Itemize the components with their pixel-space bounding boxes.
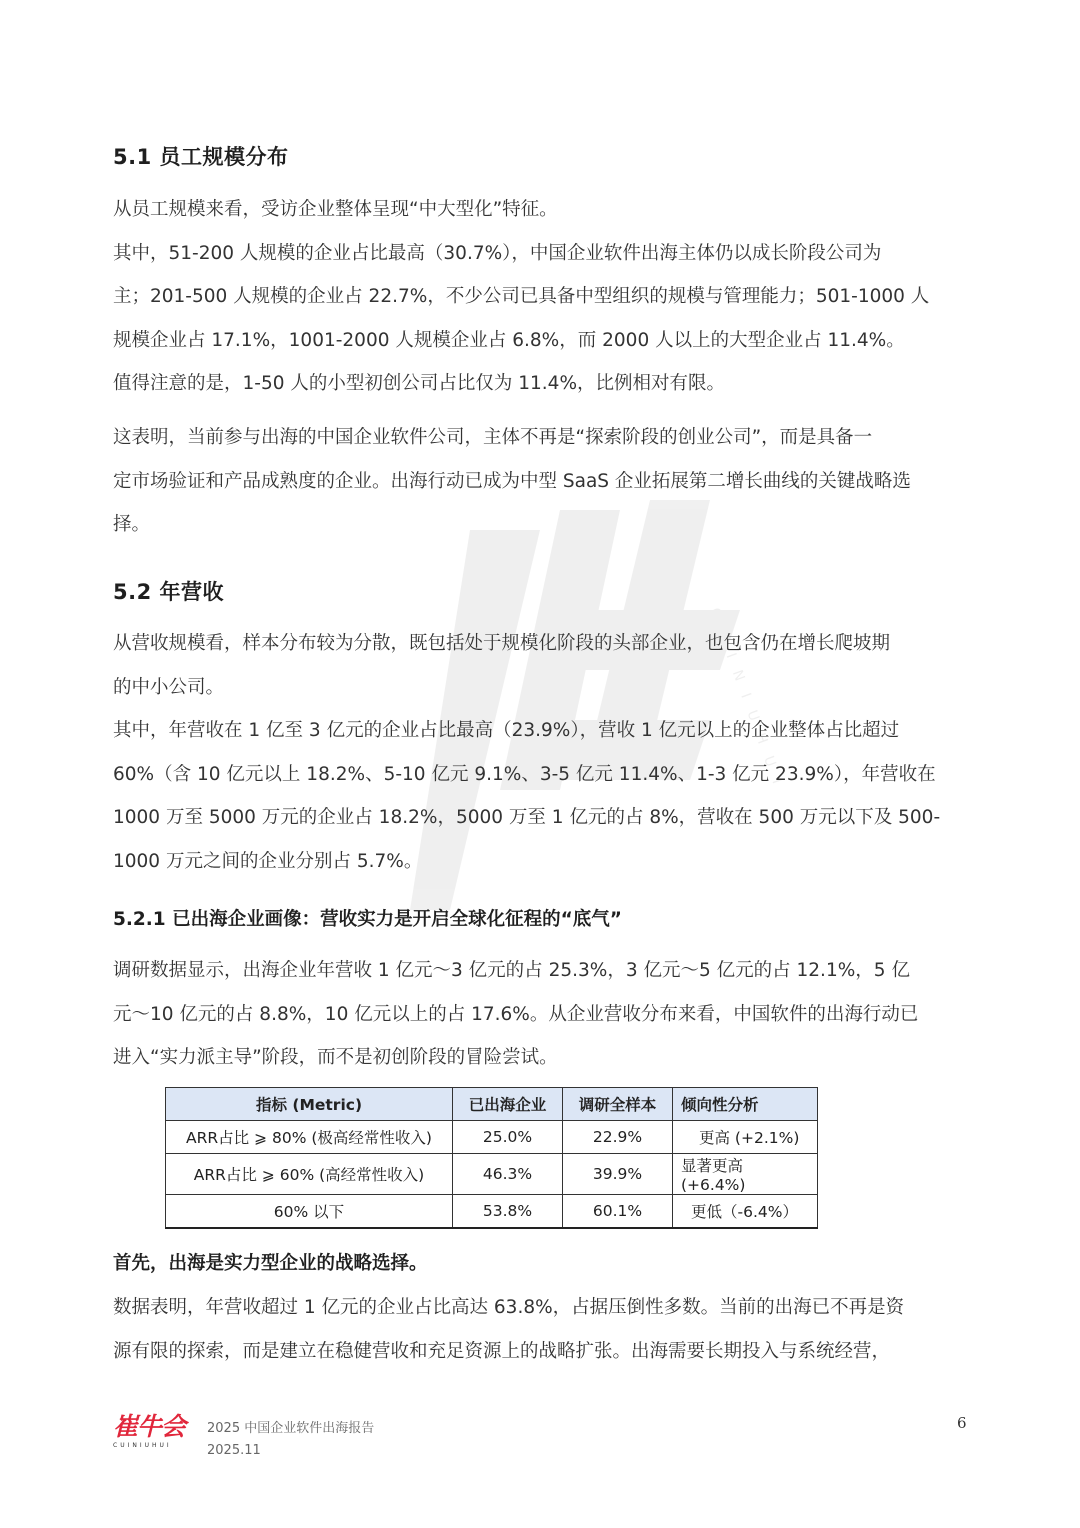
table-cell: 更高 (+2.1%) bbox=[673, 1121, 818, 1154]
text-line: 其中，年营收在 1 亿至 3 亿元的企业占比最高（23.9%），营收 1 亿元以上的企业整体占比超过 bbox=[113, 720, 900, 741]
text-line: 这表明，当前参与出海的中国企业软件公司，主体不再是“探索阶段的创业公司”，而是具备一 bbox=[113, 427, 873, 448]
text-line: 元～10 亿元的占 8.8%，10 亿元以上的占 17.6%。从企业营收分布来看，中国软件的出海行动已 bbox=[113, 1003, 919, 1025]
text-line: 60%（含 10 亿元以上 18.2%、5-10 亿元 9.1%、3-5 亿元 11.4%、1-3 亿元 23.9%），年营收在 bbox=[113, 763, 936, 785]
text-line: 调研数据显示，出海企业年营收 1 亿元～3 亿元的占 25.3%，3 亿元～5 亿元的占 12.1%，5 亿 bbox=[113, 960, 910, 981]
table-cell: ARR占比 ⩾ 80% (极高经常性收入) bbox=[166, 1121, 453, 1154]
text-line: 从营收规模看，样本分布较为分散，既包括处于规模化阶段的头部企业，也包含仍在增长爬坡期 bbox=[113, 633, 891, 654]
brand-logo bbox=[113, 1412, 195, 1462]
bold-statement: 首先，出海是实力型企业的战略选择。 bbox=[113, 1253, 428, 1274]
brand-logo-subtext: CUINIUHUI bbox=[113, 1442, 172, 1449]
paragraph-final bbox=[113, 1286, 973, 1373]
text-line: 从员工规模来看，受访企业整体呈现“中大型化”特征。 bbox=[113, 199, 558, 220]
table-cell: 22.9% bbox=[563, 1121, 673, 1154]
table-header-row bbox=[166, 1088, 818, 1121]
table-cell: 46.3% bbox=[453, 1154, 563, 1195]
text-line: 进入“实力派主导”阶段，而不是初创阶段的冒险尝试。 bbox=[113, 1047, 558, 1068]
table-cell: 60.1% bbox=[563, 1195, 673, 1229]
brand-logo-text: 崔牛会 bbox=[113, 1412, 186, 1441]
text-line: 主；201-500 人规模的企业占 22.7%，不少公司已具备中型组织的规模与管理能力；501-1000 人 bbox=[113, 286, 930, 307]
footer-report-title: 2025 中国企业软件出海报告 bbox=[207, 1421, 375, 1436]
table-header-cell: 已出海企业 bbox=[453, 1088, 563, 1121]
table-header-cell: 倾向性分析 bbox=[673, 1088, 818, 1121]
paragraph-5-2-1 bbox=[113, 949, 973, 1080]
text-line: 1000 万至 5000 万元的企业占 18.2%，5000 万至 1 亿元的占 8%，营收在 500 万元以下及 500- bbox=[113, 807, 941, 828]
table-cell: ARR占比 ⩾ 60% (高经常性收入) bbox=[166, 1154, 453, 1195]
table-header-cell: 指标 (Metric) bbox=[166, 1088, 453, 1121]
section-title-5-2-1: 5.2.1 已出海企业画像：营收实力是开启全球化征程的“底气” bbox=[113, 909, 622, 930]
table-cell: 更低（-6.4%） bbox=[673, 1195, 818, 1229]
text-line: 数据表明，年营收超过 1 亿元的企业占比高达 63.8%，占据压倒性多数。当前的出海已不再是资 bbox=[113, 1297, 905, 1318]
table-cell: 53.8% bbox=[453, 1195, 563, 1229]
paragraph-5-1-conclusion bbox=[113, 416, 973, 547]
text-line: 定市场验证和产品成熟度的企业。出海行动已成为中型 SaaS 企业拓展第二增长曲线的关键战略选 bbox=[113, 470, 911, 492]
arr-metric-table bbox=[165, 1087, 818, 1229]
table-header-cell: 调研全样本 bbox=[563, 1088, 673, 1121]
text-line: 值得注意的是，1-50 人的小型初创公司占比仅为 11.4%，比例相对有限。 bbox=[113, 373, 726, 394]
text-line: 其中，51-200 人规模的企业占比最高（30.7%），中国企业软件出海主体仍以成长阶段公司为 bbox=[113, 242, 882, 264]
page-number: 6 bbox=[957, 1414, 967, 1432]
table-cell: 39.9% bbox=[563, 1154, 673, 1195]
text-line: 择。 bbox=[113, 514, 151, 535]
table-row bbox=[166, 1195, 818, 1229]
table-cell: 60% 以下 bbox=[166, 1195, 453, 1229]
table-row bbox=[166, 1154, 818, 1195]
text-line: 规模企业占 17.1%，1001-2000 人规模企业占 6.8%，而 2000 人以上的大型企业占 11.4%。 bbox=[113, 329, 905, 351]
text-line: 的中小公司。 bbox=[113, 676, 225, 698]
text-line: 源有限的探索，而是建立在稳健营收和充足资源上的战略扩张。出海需要长期投入与系统经营， bbox=[113, 1340, 891, 1362]
watermark-text: CUINIUHUI bbox=[706, 605, 790, 800]
paragraph-5-1-intro bbox=[113, 188, 973, 406]
table-row bbox=[166, 1121, 818, 1154]
section-title-5-2: 5.2 年营收 bbox=[113, 580, 225, 604]
paragraph-5-2 bbox=[113, 622, 973, 883]
section-title-5-1: 5.1 员工规模分布 bbox=[113, 145, 289, 169]
text-line: 1000 万元之间的企业分别占 5.7%。 bbox=[113, 850, 423, 872]
footer-date: 2025.11 bbox=[207, 1443, 261, 1458]
table-cell: 显著更高 (+6.4%) bbox=[673, 1154, 818, 1195]
table-cell: 25.0% bbox=[453, 1121, 563, 1154]
